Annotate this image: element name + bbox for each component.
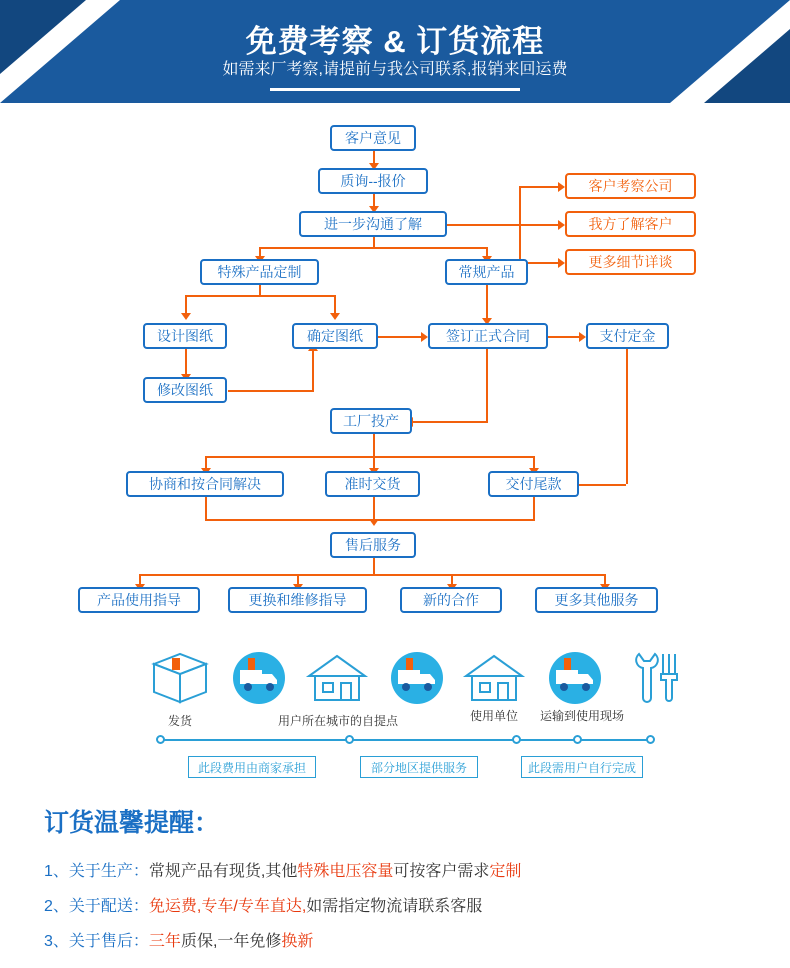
connector-n11-down: [486, 349, 488, 421]
flow-node-inquiry-quote[interactable]: 质询--报价: [318, 168, 428, 194]
flow-node-standard-product[interactable]: 常规产品: [445, 259, 528, 285]
tip-part-3-1: 质保,一年免修: [180, 933, 282, 950]
connector-n8-n11: [486, 285, 488, 321]
connector-to-n14: [412, 421, 488, 423]
house-icon-1: [305, 650, 369, 711]
logistics-label-2: 使用单位: [469, 709, 518, 723]
title-underline: [270, 88, 520, 91]
connector-n14-down: [373, 434, 375, 458]
connector-branch-n4: [519, 186, 561, 188]
flow-node-further-communication[interactable]: 进一步沟通了解: [299, 211, 447, 237]
delivery-truck-icon-1: [224, 646, 294, 711]
tip-key-3: 关于售后：: [68, 933, 149, 950]
flow-node-confirm-drawing[interactable]: 确定图纸: [292, 323, 378, 349]
arrow-merge-n18: [369, 519, 379, 526]
arrow-branch-n4: [558, 182, 565, 192]
tip-part-2-0: 免运费,专车/专车直达,: [148, 898, 307, 915]
tip-key-2: 关于配送：: [68, 898, 149, 915]
tip-part-2-1: 如需指定物流请联系客服: [306, 898, 483, 915]
arrow-to-n10: [330, 313, 340, 320]
connector-n17-down: [533, 497, 535, 519]
connector-split-row5: [205, 456, 535, 458]
tip-part-1-3: 定制: [489, 863, 522, 880]
flow-node-final-payment[interactable]: 交付尾款: [488, 471, 579, 497]
tip-key-1: 关于生产：: [68, 863, 149, 880]
connector-n9-n13: [185, 349, 187, 376]
tip-index-2: 2、: [44, 898, 69, 915]
tip-part-1-0: 常规产品有现货,其他: [148, 863, 298, 880]
page-title: 免费考察 & 订货流程: [245, 24, 545, 59]
tip-row-1: [44, 858, 521, 881]
connector-split-n9-n10: [185, 295, 335, 297]
flow-node-replace-repair-guide[interactable]: 更换和维修指导: [228, 587, 367, 613]
track-segment-1: 部分地区提供服务: [360, 756, 478, 778]
house-icon-2: [462, 650, 526, 711]
connector-split-row7: [139, 574, 605, 576]
arrow-n11-n12: [579, 332, 586, 342]
tip-index-3: 3、: [44, 933, 69, 950]
flow-node-on-time-delivery[interactable]: 准时交货: [325, 471, 420, 497]
tips-title: 订货温馨提醒：: [44, 809, 220, 837]
tip-row-3: [44, 928, 313, 951]
connector-n16-down: [373, 497, 375, 519]
connector-n10-n11: [378, 336, 424, 338]
track-segment-0: 此段费用由商家承担: [188, 756, 316, 778]
connector-n12-n17: [578, 484, 626, 486]
flow-node-sign-contract[interactable]: 签订正式合同: [428, 323, 548, 349]
arrow-branch-n5: [558, 220, 565, 230]
connector-branch-n5: [519, 224, 561, 226]
connector-n11-n12: [548, 336, 582, 338]
page-header: [0, 0, 790, 103]
connector-n3-branch: [447, 224, 520, 226]
flow-node-more-services[interactable]: 更多其他服务: [535, 587, 658, 613]
flow-node-usage-guide[interactable]: 产品使用指导: [78, 587, 200, 613]
arrow-branch-n6: [558, 258, 565, 268]
flow-node-after-sales[interactable]: 售后服务: [330, 532, 416, 558]
connector-to-n10: [334, 295, 336, 315]
tip-part-1-2: 可按客户需求: [393, 863, 490, 880]
flow-node-more-details[interactable]: 更多细节详谈: [565, 249, 696, 275]
tip-part-1-1: 特殊电压容量: [297, 863, 394, 880]
track-segment-2: 此段需用户自行完成: [521, 756, 643, 778]
flow-node-pay-deposit[interactable]: 支付定金: [586, 323, 669, 349]
track-dot-0: [156, 735, 165, 744]
flow-node-customer-visit[interactable]: 客户考察公司: [565, 173, 696, 199]
tip-part-3-0: 三年: [148, 933, 181, 950]
connector-n15-down: [205, 497, 207, 519]
flow-node-negotiate-contract[interactable]: 协商和按合同解决: [126, 471, 284, 497]
connector-n12-down: [626, 349, 628, 484]
wrench-tools-icon: [625, 648, 685, 711]
flow-node-custom-product[interactable]: 特殊产品定制: [200, 259, 319, 285]
arrow-to-n9: [181, 313, 191, 320]
delivery-truck-icon-2: [382, 646, 452, 711]
tip-row-2: [44, 893, 482, 916]
delivery-truck-icon-3: [540, 646, 610, 711]
tip-part-3-2: 换新: [281, 933, 314, 950]
connector-n13-up: [312, 350, 314, 390]
logistics-label-3: 运输到使用现场: [539, 709, 624, 723]
page-subtitle: 如需来厂考察,请提前与我公司联系,报销来回运费: [222, 61, 568, 78]
flow-node-customer-opinion[interactable]: 客户意见: [330, 125, 416, 151]
flow-node-modify-drawing[interactable]: 修改图纸: [143, 377, 227, 403]
flow-node-design-drawing[interactable]: 设计图纸: [143, 323, 227, 349]
connector-split-n7-n8: [259, 247, 487, 249]
logistics-label-0: 发货: [167, 714, 192, 728]
track-dot-3: [646, 735, 655, 744]
carton-box-icon: [148, 650, 212, 711]
flow-node-we-understand-customer[interactable]: 我方了解客户: [565, 211, 696, 237]
connector-to-n9: [185, 295, 187, 315]
flow-node-new-cooperation[interactable]: 新的合作: [400, 587, 502, 613]
connector-n13-right: [228, 390, 314, 392]
track-dot-4: [573, 735, 582, 744]
arrow-n10-n11: [421, 332, 428, 342]
tip-index-1: 1、: [44, 863, 69, 880]
logistics-label-1: 用户所在城市的自提点: [277, 714, 398, 728]
flow-node-factory-production[interactable]: 工厂投产: [330, 408, 412, 434]
track-dot-2: [512, 735, 521, 744]
track-dot-1: [345, 735, 354, 744]
